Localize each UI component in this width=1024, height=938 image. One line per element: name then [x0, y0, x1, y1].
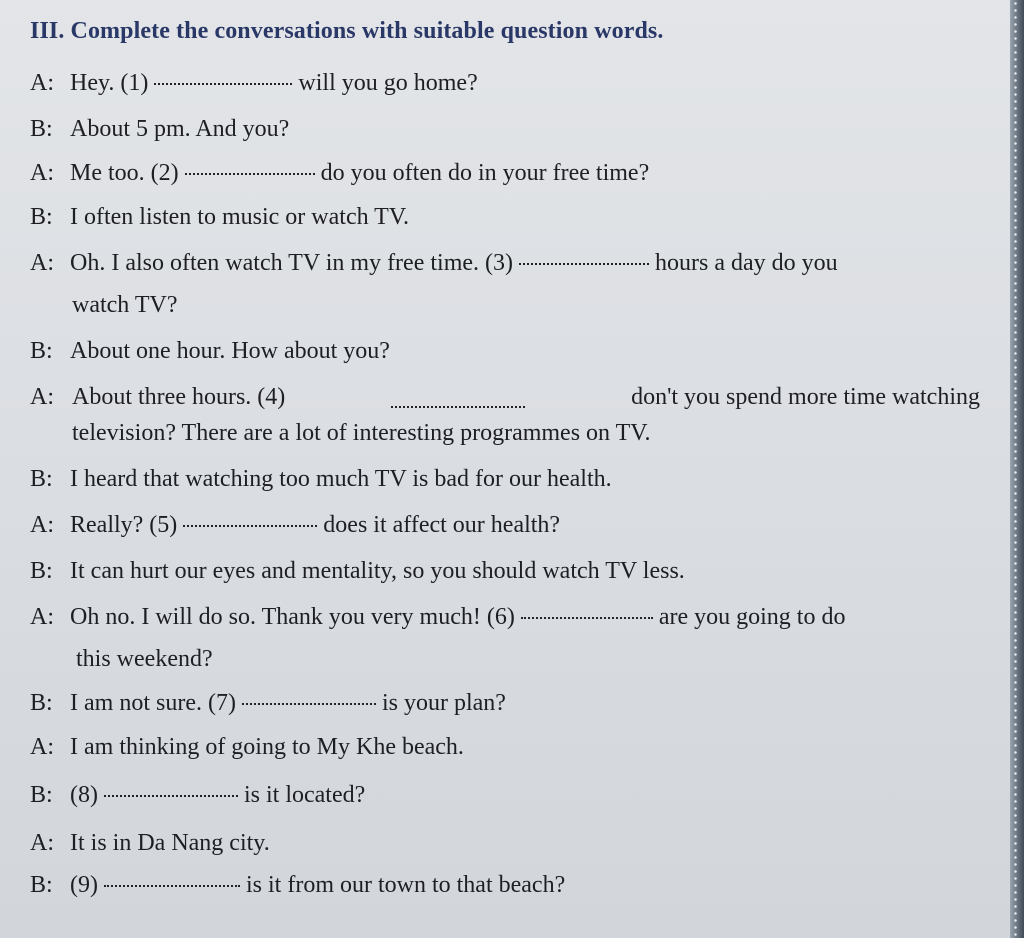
- justified-line: [72, 384, 980, 413]
- dialogue-line: [30, 690, 506, 717]
- speaker-label: A:: [30, 160, 54, 186]
- speaker-label: A:: [30, 512, 54, 538]
- answer-blank-6[interactable]: [521, 617, 653, 619]
- line-continuation: watch TV?: [72, 292, 178, 318]
- line-text: I heard that watching too much TV is bad for our health.: [70, 466, 612, 492]
- speaker-label: B:: [30, 466, 53, 492]
- dialogue-line: [30, 604, 845, 631]
- line-text: Hey. (1): [70, 70, 149, 96]
- line-text: I am thinking of going to My Khe beach.: [70, 734, 464, 760]
- line-text: is your plan?: [381, 690, 506, 716]
- dialogue-line: [30, 872, 565, 899]
- answer-blank-4[interactable]: [391, 406, 525, 408]
- speaker-label: B:: [30, 116, 53, 142]
- line-text: It can hurt our eyes and mentality, so you should watch TV less.: [70, 558, 685, 584]
- dialogue-line: [30, 466, 612, 493]
- dialogue-line: [30, 384, 70, 411]
- line-text: Me too. (2): [70, 160, 179, 186]
- page-binding-edge: [1010, 0, 1024, 938]
- line-text: don't you spend more time watching: [631, 384, 980, 410]
- speaker-label: B:: [30, 872, 53, 898]
- line-text: It is in Da Nang city.: [70, 830, 270, 856]
- answer-blank-2[interactable]: [185, 173, 315, 175]
- line-continuation: television? There are a lot of interesting programmes on TV.: [72, 420, 651, 446]
- dialogue-line: [30, 250, 838, 277]
- line-text: (8): [70, 782, 98, 808]
- dialogue-line: [30, 70, 478, 97]
- speaker-label: A:: [30, 830, 54, 856]
- line-continuation: this weekend?: [76, 646, 213, 672]
- line-text: do you often do in your free time?: [320, 160, 650, 186]
- dialogue-line: [30, 160, 649, 187]
- line-text: will you go home?: [298, 70, 478, 96]
- line-text: Oh no. I will do so. Thank you very much! (6): [70, 604, 515, 630]
- line-text: (9): [70, 872, 98, 898]
- line-text: I often listen to music or watch TV.: [70, 204, 410, 230]
- speaker-label: A:: [30, 384, 54, 410]
- line-text: About 5 pm. And you?: [70, 116, 290, 142]
- line-text: I am not sure. (7): [70, 690, 236, 716]
- speaker-label: B:: [30, 782, 53, 808]
- dialogue-line: [30, 204, 409, 231]
- answer-blank-3[interactable]: [519, 263, 649, 265]
- line-text: is it from our town to that beach?: [245, 872, 566, 898]
- answer-blank-8[interactable]: [104, 795, 238, 797]
- speaker-label: B:: [30, 690, 53, 716]
- speaker-label: B:: [30, 558, 53, 584]
- speaker-label: A:: [30, 250, 54, 276]
- dialogue-line: [30, 338, 390, 365]
- line-text: is it located?: [243, 782, 366, 808]
- dialogue-line: [30, 116, 289, 143]
- dialogue-line: [30, 558, 685, 585]
- answer-blank-1[interactable]: [154, 83, 292, 85]
- line-text: are you going to do: [658, 604, 846, 630]
- speaker-label: A:: [30, 604, 54, 630]
- speaker-label: A:: [30, 70, 54, 96]
- line-text: does it affect our health?: [323, 512, 561, 538]
- line-text: Really? (5): [70, 512, 178, 538]
- exercise-heading: III. Complete the conversations with suitable question words.: [30, 18, 664, 44]
- line-text: About one hour. How about you?: [70, 338, 390, 364]
- dialogue-line: [30, 830, 270, 857]
- speaker-label: B:: [30, 204, 53, 230]
- dialogue-line: [30, 734, 464, 761]
- answer-blank-9[interactable]: [104, 885, 240, 887]
- answer-blank-7[interactable]: [242, 703, 376, 705]
- line-text: hours a day do you: [655, 250, 838, 276]
- answer-blank-5[interactable]: [183, 525, 317, 527]
- line-text: Oh. I also often watch TV in my free time. (3): [70, 250, 513, 276]
- dialogue-line: [30, 782, 365, 809]
- dialogue-line: [30, 512, 560, 539]
- speaker-label: A:: [30, 734, 54, 760]
- line-text: About three hours. (4): [72, 384, 286, 410]
- speaker-label: B:: [30, 338, 53, 364]
